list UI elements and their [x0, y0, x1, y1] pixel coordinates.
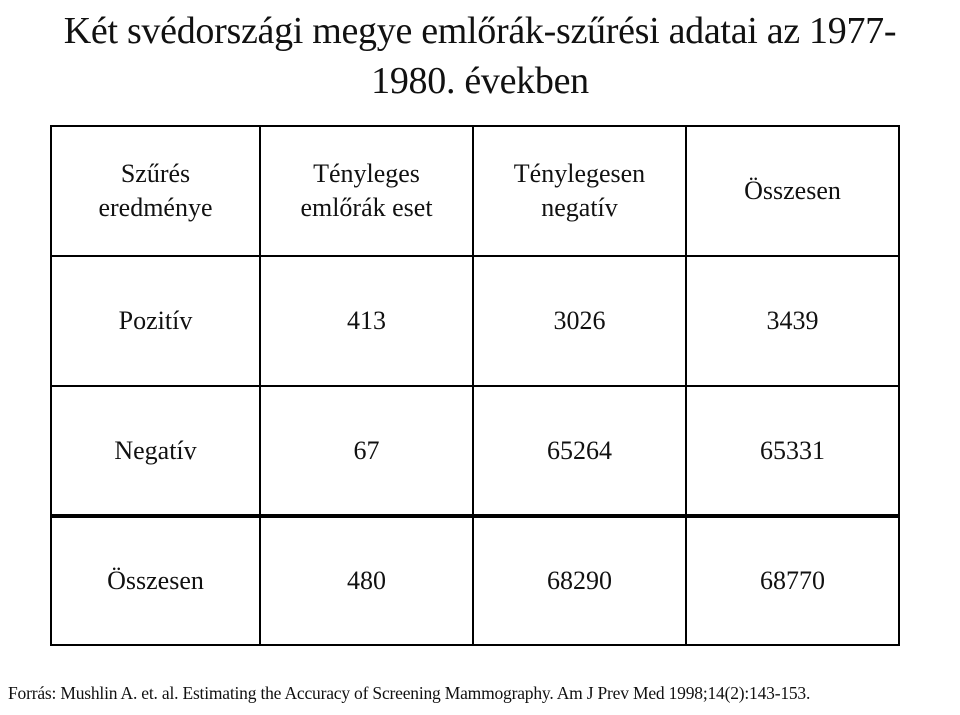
- table-row-negative: [51, 386, 899, 516]
- page-title: [0, 6, 960, 106]
- cell-positive-cases: 413: [260, 256, 473, 386]
- header-actual-negative: Ténylegesen negatív: [473, 126, 686, 256]
- cell-negative-negative: 65264: [473, 386, 686, 516]
- page-title-line-2: 1980. években: [371, 60, 589, 102]
- table-row-total: [51, 516, 899, 645]
- row-label-negative: Negatív: [51, 386, 260, 516]
- table-header-row: [51, 126, 899, 256]
- cell-negative-cases: 67: [260, 386, 473, 516]
- cell-positive-total: 3439: [686, 256, 899, 386]
- table-row-positive: [51, 256, 899, 386]
- cell-total-cases: 480: [260, 516, 473, 645]
- page-title-line-1: Két svédországi megye emlőrák-szűrési adatai az 1977-: [63, 10, 897, 52]
- row-label-total: Összesen: [51, 516, 260, 645]
- cell-total-total: 68770: [686, 516, 899, 645]
- header-screening-result: Szűrés eredménye: [51, 126, 260, 256]
- screening-data-table: [50, 125, 900, 646]
- cell-positive-negative: 3026: [473, 256, 686, 386]
- header-total: Összesen: [686, 126, 899, 256]
- cell-total-negative: 68290: [473, 516, 686, 645]
- source-citation: Forrás: Mushlin A. et. al. Estimating the Accuracy of Screening Mammography. Am J Prev Med 1998;14(2):143-153.: [8, 683, 811, 703]
- cell-negative-total: 65331: [686, 386, 899, 516]
- header-actual-cancer-cases: Tényleges emlőrák eset: [260, 126, 473, 256]
- row-label-positive: Pozitív: [51, 256, 260, 386]
